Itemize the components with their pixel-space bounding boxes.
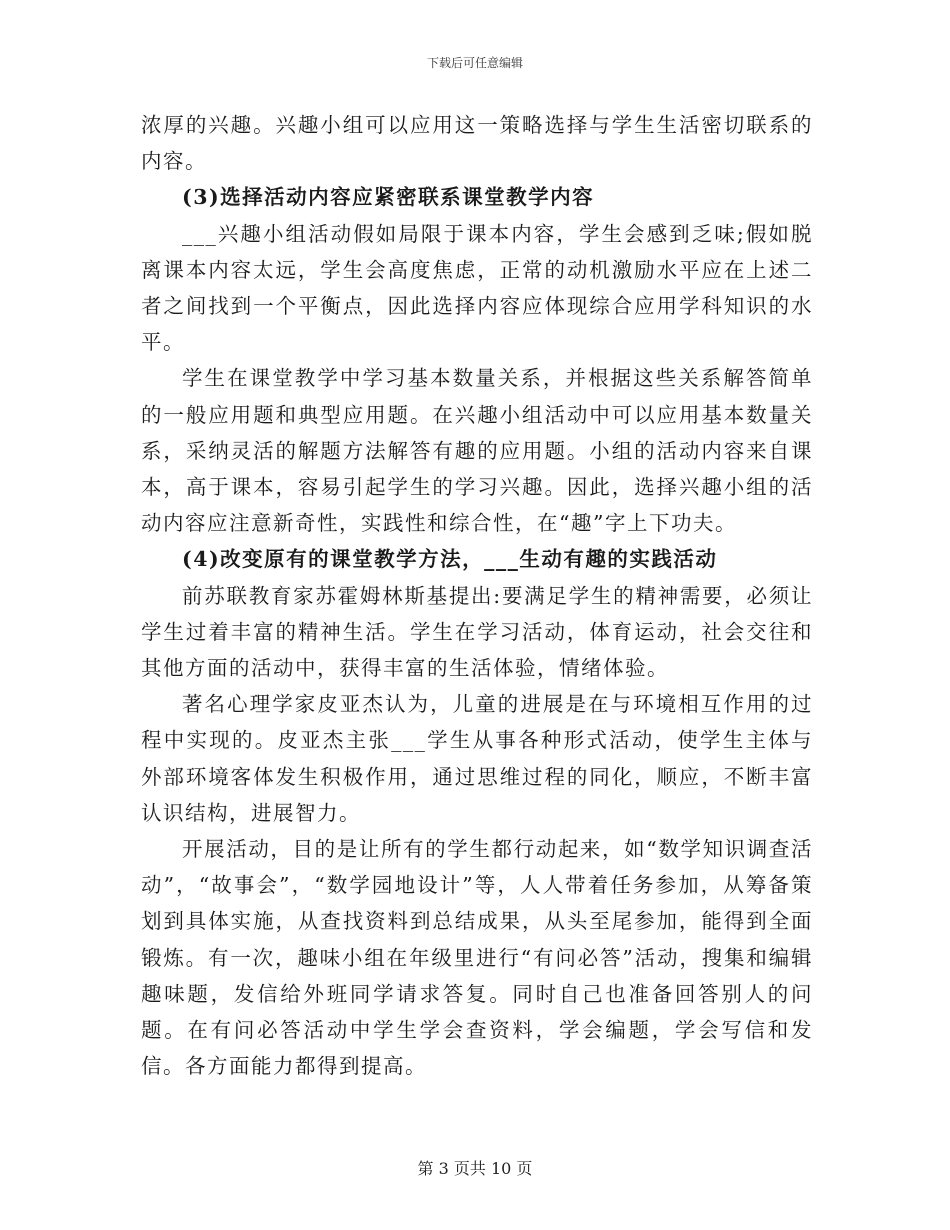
paragraph: 前苏联教育家苏霍姆林斯基提出:要满足学生的精神需要，必须让学生过着丰富的精神生活。学生在学习活动，体育运动，社会交往和其他方面的活动中，获得丰富的生活体验，情绪体验。 <box>141 583 813 681</box>
paragraph: ___兴趣小组活动假如局限于课本内容，学生会感到乏味;假如脱离课本内容太远，学生会高度焦虑，正常的动机激励水平应在上述二者之间找到一个平衡点，因此选择内容应体现综合应用学科知识的水平。 <box>141 221 813 355</box>
page-header: 下载后可任意编辑 <box>426 56 523 70</box>
page-number: 第 3 页共 10 页 <box>417 1159 533 1178</box>
paragraph: 著名心理学家皮亚杰认为，儿童的进展是在与环境相互作用的过程中实现的。皮亚杰主张___学生从事各种形式活动，使学生主体与外部环境客体发生积极作用，通过思维过程的同化，顺应，不断丰富认识结构，进展智力。 <box>141 692 813 825</box>
section-heading-3: (3)选择活动内容应紧密联系课堂教学内容 <box>182 185 595 210</box>
document-body <box>141 107 813 1084</box>
paragraph: 学生在课堂教学中学习基本数量关系，并根据这些关系解答简单的一般应用题和典型应用题。在兴趣小组活动中可以应用基本数量关系，采纳灵活的解题方法解答有趣的应用题。小组的活动内容来自课本，高于课本，容易引起学生的学习兴趣。因此，选择兴趣小组的活动内容应注意新奇性，实践性和综合性，在“趣”字上下功夫。 <box>141 366 813 536</box>
paragraph-continued: 浓厚的兴趣。兴趣小组可以应用这一策略选择与学生生活密切联系的内容。 <box>141 113 813 174</box>
paragraph: 开展活动，目的是让所有的学生都行动起来，如“数学知识调查活动”，“故事会”，“数学园地设计”等，人人带着任务参加，从筹备策划到具体实施，从查找资料到总结成果，从头至尾参加，能得到全面锻炼。有一次，趣味小组在年级里进行“有问必答”活动，搜集和编辑趣味题，发信给外班同学请求答复。同时自己也准备回答别人的问题。在有问必答活动中学生学会查资料，学会编题，学会写信和发信。各方面能力都得到提高。 <box>141 837 813 1079</box>
section-heading-4: (4)改变原有的课堂教学方法，___生动有趣的实践活动 <box>182 547 718 572</box>
